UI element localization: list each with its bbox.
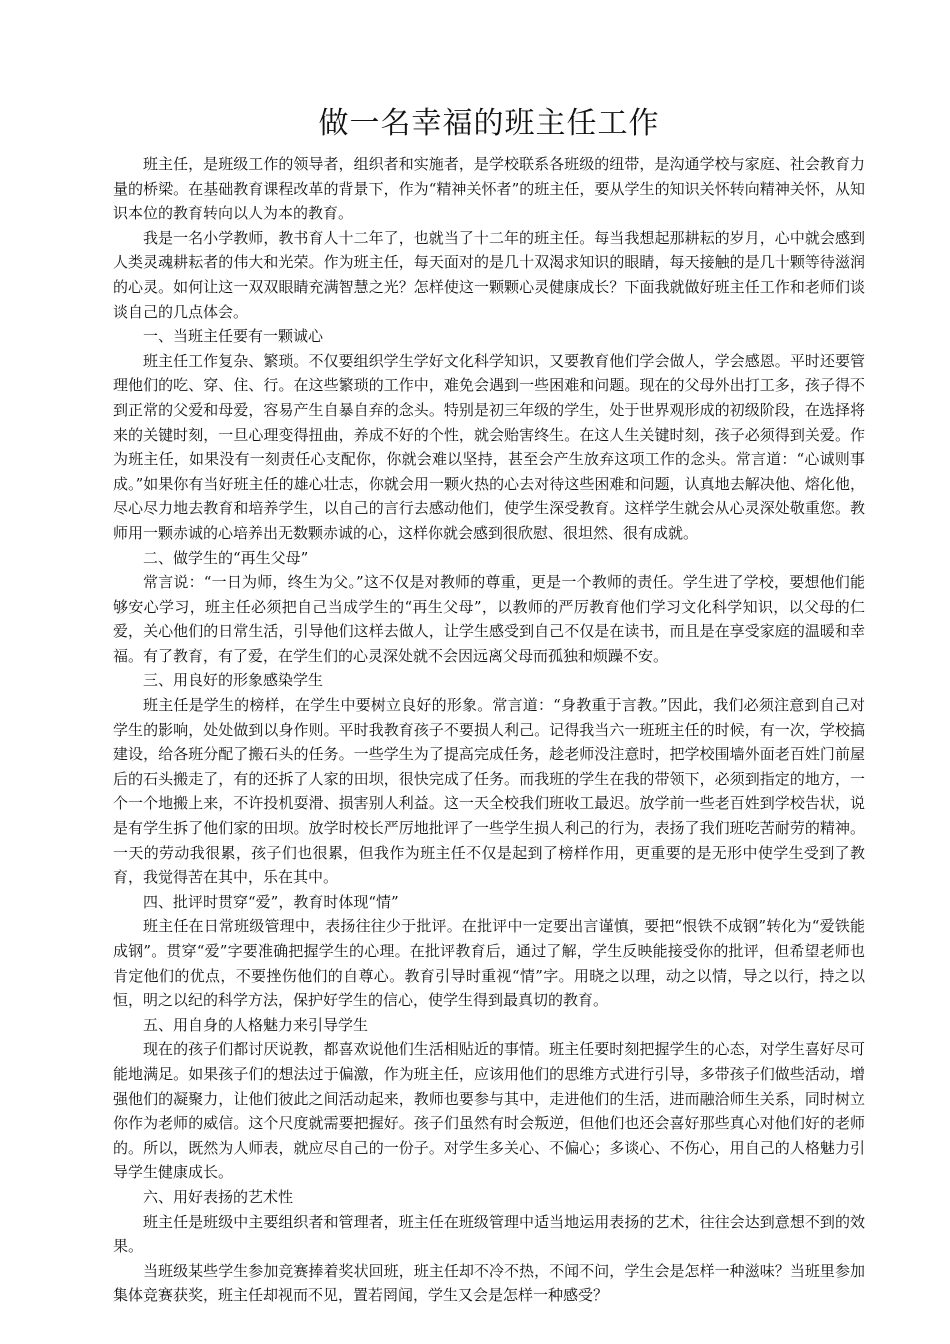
section-6-heading: 六、用好表扬的艺术性 (143, 1187, 294, 1206)
section-6-paragraph-2: 当班级某些学生参加竞赛捧着奖状回班，班主任却不冷不热，不闻不问，学生会是怎样一种滋味？当班里参加集体竞赛获奖，班主任却视而不见，置若罔闻，学生又会是怎样一种感受？ (113, 1261, 865, 1305)
section-2-heading: 二、做学生的“再生父母” (143, 548, 309, 567)
section-4-paragraph-1: 班主任在日常班级管理中，表扬往往少于批评。在批评中一定要出言谨慎，要把“恨铁不成钢”转化为“爱铁能成钢”。贯穿“爱”字要准确把握学生的心理。在批评教育后，通过了解，学生反映能接受你的批评，但希望老师也肯定他们的优点，不要挫伤他们的自尊心。教育引导时重视“情”字。用晓之以理，动之以情，导之以行，持之以恒，明之以纪的科学方法，保护好学生的信心，使学生得到最真切的教育。 (113, 917, 865, 1010)
document-page (113, 98, 865, 1308)
section-3-paragraph-1: 班主任是学生的榜样，在学生中要树立良好的形象。常言道：“身教重于言教。”因此，我们必须注意到自己对学生的影响，处处做到以身作则。平时我教育孩子不要损人利己。记得我当六一班班主任的时候，有一次，学校搞建设，给各班分配了搬石头的任务。一些学生为了提高完成任务，趁老师没注意时，把学校围墙外面老百姓门前屋后的石头搬走了，有的还拆了人家的田坝，很快完成了任务。而我班的学生在我的带领下，必须到指定的地方，一个一个地搬上来，不许投机耍滑、损害别人利益。这一天全校我们班收工最迟。放学前一些老百姓到学校告状，说是有学生拆了他们家的田坝。放学时校长严厉地批评了一些学生损人利己的行为，表扬了我们班吃苦耐劳的精神。一天的劳动我很累，孩子们也很累，但我作为班主任不仅是起到了榜样作用，更重要的是无形中使学生受到了教育，我觉得苦在其中，乐在其中。 (113, 696, 865, 887)
intro-paragraph-1: 班主任，是班级工作的领导者，组织者和实施者，是学校联系各班级的纽带，是沟通学校与家庭、社会教育力量的桥梁。在基础教育课程改革的背景下，作为“精神关怀者”的班主任，要从学生的知识关怀转向精神关怀，从知识本位的教育转向以人为本的教育。 (113, 155, 865, 223)
section-5-paragraph-1: 现在的孩子们都讨厌说教，都喜欢说他们生活相贴近的事情。班主任要时刻把握学生的心态，对学生喜好尽可能地满足。如果孩子们的想法过于偏激，作为班主任，应该用他们的思维方式进行引导，多带孩子们做些活动，增强他们的凝聚力，让他们彼此之间活动起来，教师也要参与其中，走进他们的生活，进而融洽师生关系，同时树立你作为老师的威信。这个尺度就需要把握好。孩子们虽然有时会叛逆，但他们也还会喜好那些真心对他们好的老师的。所以，既然为人师表，就应尽自己的一份子。对学生多关心、不偏心；多谈心、不伤心，用自己的人格魅力引导学生健康成长。 (113, 1040, 865, 1182)
document-title: 做一名幸福的班主任工作 (318, 106, 660, 141)
section-5-heading: 五、用自身的人格魅力来引导学生 (143, 1015, 369, 1034)
section-6-paragraph-1: 班主任是班级中主要组织者和管理者，班主任在班级管理中适当地运用表扬的艺术，往往会达到意想不到的效果。 (113, 1212, 865, 1256)
section-1-paragraph-1: 班主任工作复杂、繁琐。不仅要组织学生学好文化科学知识，又要教育他们学会做人，学会感恩。平时还要管理他们的吃、穿、住、行。在这些繁琐的工作中，难免会遇到一些困难和问题。现在的父母外出打工多，孩子得不到正常的父爱和母爱，容易产生自暴自弃的念头。特别是初三年级的学生，处于世界观形成的初级阶段，在选择将来的关键时刻，一旦心理变得扭曲，养成不好的个性，就会贻害终生。在这人生关键时刻，孩子必须得到关爱。作为班主任，如果没有一刻责任心支配你，你就会难以坚持，甚至会产生放弃这项工作的念头。常言道：“心诚则事成。”如果你有当好班主任的雄心壮志，你就会用一颗火热的心去对待这些困难和问题，认真地去解决他、熔化他，尽心尽力地去教育和培养学生，以自己的言行去感动他们，使学生深受教育。这样学生就会从心灵深处敬重您。教师用一颗赤诚的心培养出无数颗赤诚的心，这样你就会感到很欣慰、很坦然、很有成就。 (113, 351, 865, 542)
section-2-paragraph-1: 常言说：“一日为师，终生为父。”这不仅是对教师的尊重，更是一个教师的责任。学生进了学校，要想他们能够安心学习，班主任必须把自己当成学生的“再生父母”，以教师的严厉教育他们学习文化科学知识，以父母的仁爱，关心他们的日常生活，引导他们这样去做人，让学生感受到自己不仅是在读书，而且是在享受家庭的温暖和幸福。有了教育，有了爱，在学生们的心灵深处就不会因远离父母而孤独和烦躁不安。 (113, 573, 865, 665)
intro-paragraph-2: 我是一名小学教师，教书育人十二年了，也就当了十二年的班主任。每当我想起那耕耘的岁月，心中就会感到人类灵魂耕耘者的伟大和光荣。作为班主任，每天面对的是几十双渴求知识的眼睛，每天接触的是几十颗等待滋润的心灵。如何让这一双双眼睛充满智慧之光？怎样使这一颗颗心灵健康成长？下面我就做好班主任工作和老师们谈谈自己的几点体会。 (113, 228, 865, 321)
section-3-heading: 三、用良好的形象感染学生 (143, 671, 324, 690)
section-4-heading: 四、批评时贯穿“爱”，教育时体现“情” (143, 892, 399, 911)
section-1-heading: 一、当班主任要有一颗诚心 (143, 327, 324, 346)
